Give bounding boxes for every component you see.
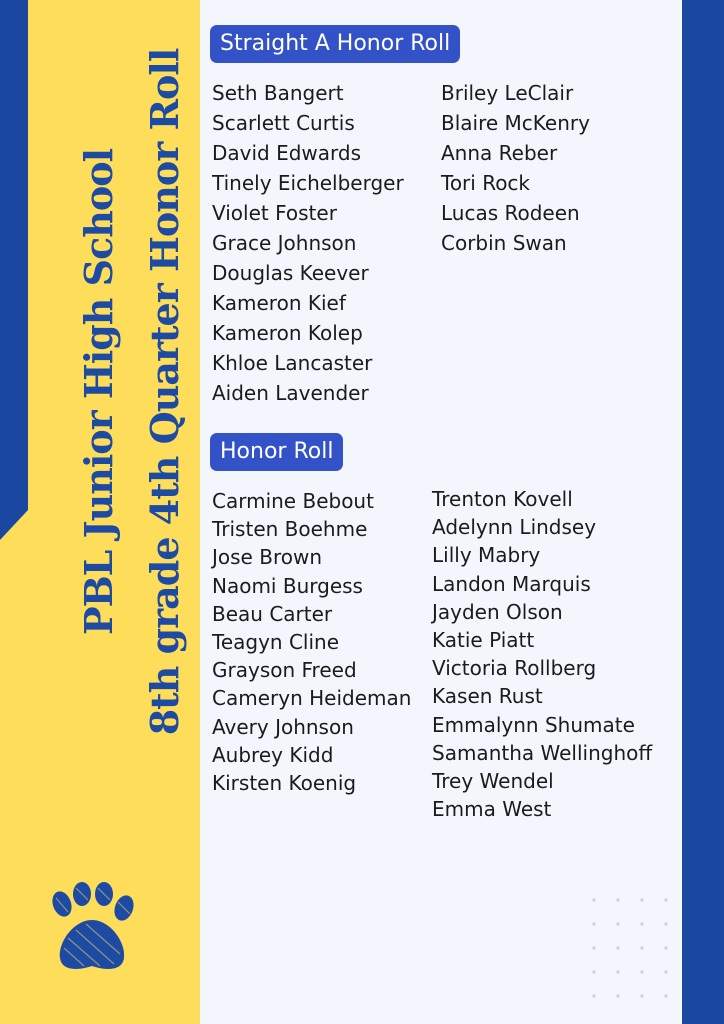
student-name: Katie Piatt: [432, 627, 535, 652]
student-name: Avery Johnson: [212, 714, 354, 739]
student-name: Trenton Kovell: [432, 487, 573, 511]
student-name: Lucas Rodeen: [441, 201, 580, 225]
student-name: Adelynn Lindsey: [432, 515, 597, 540]
student-name: Beau Carter: [212, 601, 333, 626]
student-name: Violet Foster: [212, 201, 337, 225]
student-name: Grace Johnson: [212, 231, 357, 255]
student-name: Kameron Kolep: [212, 321, 363, 345]
student-name: Kasen Rust: [432, 684, 543, 709]
student-name: Seth Bangert: [212, 81, 344, 105]
student-name: Lilly Mabry: [432, 543, 541, 568]
student-name: Jayden Olson: [432, 599, 563, 624]
student-name: Carmine Bebout: [212, 489, 374, 513]
honor-roll-column-2: [432, 485, 652, 823]
student-name: Trey Wendel: [432, 768, 554, 793]
student-name: Emmalynn Shumate: [432, 712, 635, 737]
dot-grid-decoration: [588, 894, 678, 1004]
student-name: Victoria Rollberg: [432, 656, 597, 681]
student-name: Samantha Wellinghoff: [432, 740, 653, 765]
honor-roll-column-1: [212, 487, 411, 797]
student-name: Grayson Freed: [212, 658, 357, 683]
student-name: Khloe Lancaster: [212, 351, 373, 375]
student-name: Landon Marquis: [432, 571, 591, 596]
student-name: Tori Rock: [441, 171, 531, 195]
student-name: Teagyn Cline: [212, 629, 340, 654]
student-name: Aiden Lavender: [212, 381, 369, 405]
school-name: PBL Junior High School: [76, 148, 121, 636]
student-name: Blaire McKenry: [441, 111, 590, 135]
straight-a-column-2: [441, 78, 590, 258]
student-name: Naomi Burgess: [212, 573, 363, 598]
student-name: Jose Brown: [212, 545, 322, 570]
honor-roll-title: 8th grade 4th Quarter Honor Roll: [142, 48, 187, 736]
straight-a-column-1: [212, 78, 404, 408]
student-name: Douglas Keever: [212, 261, 369, 285]
student-name: Scarlett Curtis: [212, 111, 355, 135]
student-name: David Edwards: [212, 141, 362, 165]
student-name: Tristen Boehme: [212, 517, 368, 542]
paw-print-icon: [44, 882, 140, 978]
honor-roll-heading: Honor Roll: [210, 433, 343, 471]
student-name: Cameryn Heideman: [212, 686, 412, 711]
student-name: Anna Reber: [441, 141, 558, 165]
student-name: Emma West: [432, 797, 552, 822]
student-name: Kameron Kief: [212, 291, 346, 315]
blue-right-edge: [682, 480, 724, 1024]
student-name: Tinely Eichelberger: [212, 171, 404, 195]
straight-a-heading: Straight A Honor Roll: [210, 25, 460, 63]
student-name: Briley LeClair: [441, 81, 574, 105]
student-name: Kirsten Koenig: [212, 770, 357, 795]
student-name: Corbin Swan: [441, 231, 567, 255]
student-name: Aubrey Kidd: [212, 742, 334, 767]
